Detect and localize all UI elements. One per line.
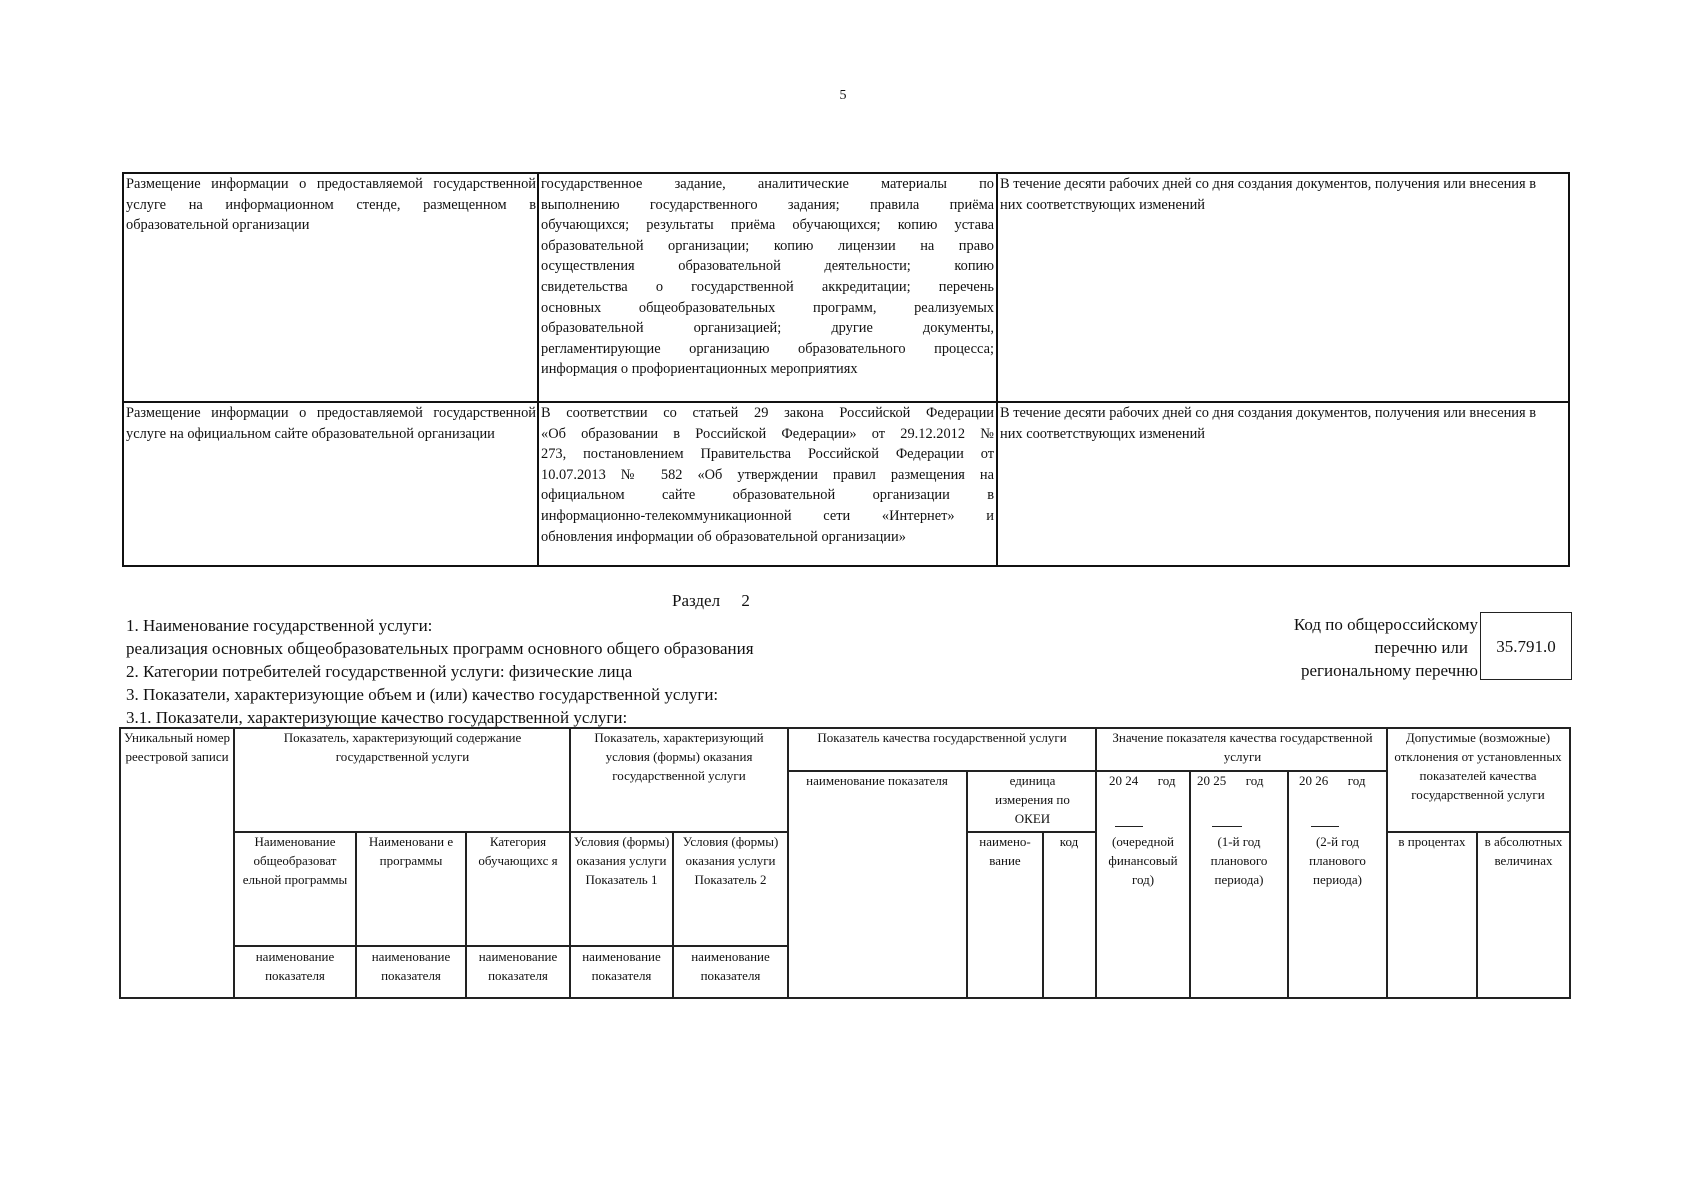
subheader-percent: в процентах — [1398, 834, 1466, 849]
subheader-program-name: Наименование общеобразоват ельной программы — [242, 834, 348, 887]
content-line: регламентирующие организацию образовательного процесса; — [541, 340, 994, 357]
service-name-label: 1. Наименование государственной услуги: — [126, 616, 433, 635]
frequency-cell — [1000, 174, 1560, 215]
frequency-text: В течение десяти рабочих дней со дня создания документов, получения или внесения в них соответствующих изменений — [1000, 176, 1537, 213]
subheader-unit-code: код — [1059, 834, 1079, 849]
content-line: В соответствии со статьей 29 закона Российской Федерации — [541, 405, 994, 421]
code-label-line: Код по общероссийскому — [1293, 615, 1478, 634]
content-line: государственное задание, аналитические материалы по — [541, 176, 994, 192]
indicator-name-label: наименование показателя — [255, 949, 335, 983]
section-number: 2 — [741, 591, 750, 610]
table-row — [126, 174, 536, 236]
content-line: «Об образовании в Российской Федерации» от 29.12.2012 № — [541, 425, 994, 442]
page-number: 5 — [839, 88, 847, 103]
content-line: официальном сайте образовательной организации в — [541, 487, 994, 504]
indicator-name-label: наименование показателя — [582, 949, 661, 983]
subheader-category: Категория обучающихс я — [478, 834, 558, 868]
indicator-name-label: наименование показателя — [691, 949, 770, 983]
content-line: основных общеобразовательных программ, реализуемых — [541, 299, 994, 316]
subheader-absolute: в абсолютных величинах — [1484, 834, 1563, 868]
section-heading — [672, 590, 750, 612]
content-line: свидетельства о государственной аккредитации; перечень — [541, 278, 994, 295]
frequency-text: В течение десяти рабочих дней со дня создания документов, получения или внесения в них соответствующих изменений — [1000, 405, 1537, 442]
header-unique-number: Уникальный номер реестровой записи — [124, 730, 230, 764]
method-text: Размещение информации о предоставляемой государственной услуге на официальном сайте образовательной организации — [126, 405, 536, 442]
content-line: информационно-телекоммуникационной сети «Интернет» и — [541, 507, 994, 524]
content-line: информация о профориентационных мероприятиях — [541, 361, 858, 378]
code-value: 35.791.0 — [1496, 637, 1556, 656]
header-conditions-indicator: Показатель, характеризующий условия (формы) оказания государственной услуги — [594, 730, 764, 783]
content-line: обучающихся; результаты приёма обучающихся; копию устава — [541, 217, 994, 234]
year-header-2: 20 25 год — [1197, 773, 1264, 788]
subheader-unit-name: наимено-вание — [979, 834, 1031, 868]
section-label: Раздел — [672, 591, 721, 610]
header-content-indicator: Показатель, характеризующий содержание государственной услуги — [283, 730, 522, 764]
quality-indicators-heading: 3.1. Показатели, характеризующие качество государственной услуги: — [126, 708, 628, 727]
content-line: выполнению государственного задания; правила приёма — [541, 196, 994, 213]
subheader-year-2: (1-й год планового периода) — [1210, 834, 1268, 887]
header-quality-indicator: Показатель качества государственной услуги — [817, 730, 1067, 745]
content-cell — [541, 174, 994, 380]
header-indicator-name: наименование показателя — [806, 773, 948, 788]
content-line: обновления информации об образовательной организации» — [541, 528, 906, 545]
frequency-cell — [1000, 403, 1560, 444]
subheader-year-1: (очередной финансовый год) — [1108, 834, 1178, 887]
content-line: 273, постановлением Правительства Российской Федерации от — [541, 446, 994, 463]
year-header-1: 20 24 год — [1109, 773, 1176, 788]
subheader-program: Наименовани е программы — [368, 834, 454, 868]
content-line: осуществления образовательной деятельности; копию — [541, 258, 994, 275]
content-line: 10.07.2013 № 582 «Об утверждении правил размещения на — [541, 466, 994, 483]
content-line: образовательной организации; копию лицензии на право — [541, 237, 994, 254]
subheader-year-3: (2-й год планового периода) — [1309, 834, 1366, 887]
header-deviation: Допустимые (возможные) отклонения от установленных показателей качества государственной услуги — [1394, 730, 1562, 802]
code-label-line: региональному перечню — [1300, 661, 1478, 680]
header-unit: единица измерения по ОКЕИ — [995, 773, 1070, 826]
method-text: Размещение информации о предоставляемой государственной услуге на информационном стенде, размещенном в образовательной организации — [126, 176, 536, 234]
subheader-condition-1: Условия (формы) оказания услуги Показатель 1 — [573, 834, 670, 887]
table-row — [126, 403, 536, 444]
code-label-line: перечню или — [1374, 638, 1468, 657]
service-name-value: реализация основных общеобразовательных программ основного общего образования — [126, 639, 754, 658]
subheader-condition-2: Условия (формы) оказания услуги Показатель 2 — [682, 834, 779, 887]
content-cell — [541, 403, 994, 547]
header-quality-value: Значение показателя качества государственной услуги — [1112, 730, 1373, 764]
indicators-heading: 3. Показатели, характеризующие объем и (или) качество государственной услуги: — [126, 685, 719, 704]
indicator-name-label: наименование показателя — [371, 949, 451, 983]
year-header-3: 20 26 год — [1299, 773, 1366, 788]
content-line: образовательной организацией; другие документы, — [541, 320, 994, 337]
consumer-category: 2. Категории потребителей государственной услуги: физические лица — [126, 662, 633, 681]
indicator-name-label: наименование показателя — [478, 949, 558, 983]
